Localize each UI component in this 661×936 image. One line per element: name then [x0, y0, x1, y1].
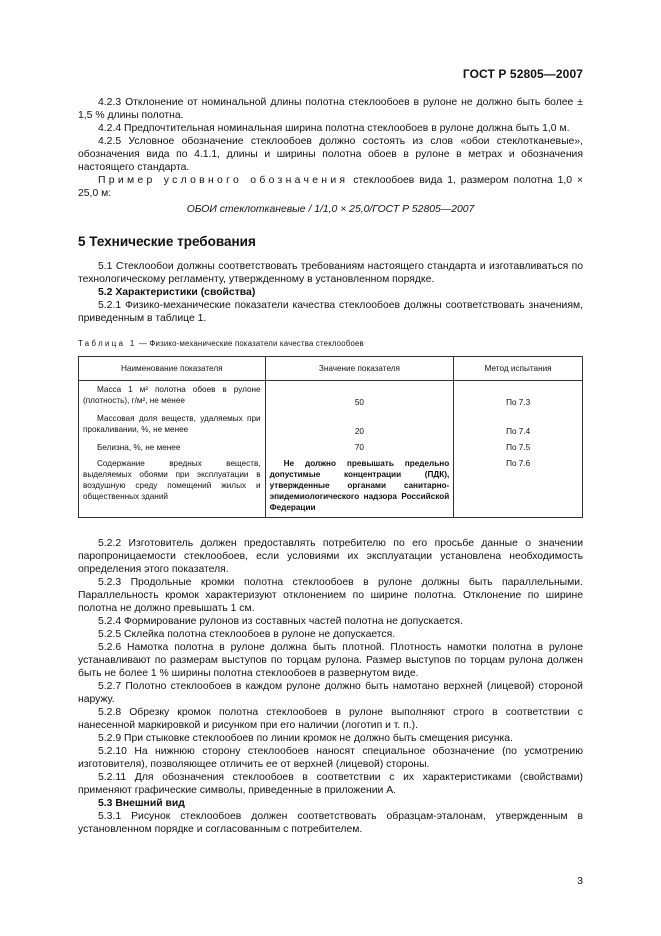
row-value: 70	[265, 439, 454, 455]
table-caption-label: Таблица 1	[78, 339, 137, 348]
paragraph-5-1: 5.1 Стеклообои должны соответствовать требованиям настоящего стандарта и изготавливаться по технологическому регламенту, утвержденному в установленном порядке.	[78, 261, 583, 285]
row-name: Масса 1 м² полотна обоев в рулоне (плотность), г/м², не менее	[79, 381, 266, 411]
row-method: По 7.4	[454, 410, 583, 439]
table-header-row	[79, 357, 583, 381]
paragraph-4-2-4: 4.2.4 Предпочтительная номинальная ширина полотна стеклообоев в рулоне должна быть 1,0 м.	[98, 123, 570, 134]
subsection-5-2-title: 5.2 Характеристики (свойства)	[98, 287, 256, 298]
header-cell: Значение показателя	[265, 357, 454, 381]
paragraph-5-3-1: 5.3.1 Рисунок стеклообоев должен соответствовать образцам-эталонам, утвержденным в установленном порядке и согласованным с потребителем.	[78, 811, 583, 835]
header-cell: Наименование показателя	[79, 357, 266, 381]
example-label: Пример условного обозначения	[98, 175, 349, 186]
table-row	[79, 381, 583, 411]
paragraph-4-2-5: 4.2.5 Условное обозначение стеклообоев должно состоять из слов «обои стеклотканевые», обозначения вида по 4.1.1, длины и ширины полотна обоев в рулоне в метрах и обозначения настоящего стандарта.	[78, 136, 583, 173]
row-name: Массовая доля веществ, удаляемых при прокаливании, %, не менее	[79, 410, 266, 439]
header-cell: Метод испытания	[454, 357, 583, 381]
example-designation: ОБОИ стеклотканевые / 1/1,0 × 25,0/ГОСТ Р 52805—2007	[186, 204, 475, 215]
page-content	[78, 96, 583, 836]
paragraph-5-2-11: 5.2.11 Для обозначения стеклообоев в соответствии с их характеристиками (свойствами) применяют графические символы, приведенные в приложении А.	[78, 772, 583, 796]
table-caption	[78, 337, 583, 350]
table-row	[79, 410, 583, 439]
row-value: Не должно превышать предельно допустимые концентрации (ПДК), утвержденные органами санитарно-эпидемиологического надзора Российской Федерации	[265, 455, 454, 518]
subsection-5-3-title: 5.3 Внешний вид	[98, 798, 185, 809]
paragraph-5-2-6: 5.2.6 Намотка полотна в рулоне должна быть плотной. Плотность намотки полотна в рулоне устанавливают по размерам выступов по торцам рулона. Размер выступов по торцам рулона должен быть не более 1 % ширины полотна стеклообоев в развернутом виде.	[78, 642, 583, 679]
document-code: ГОСТ Р 52805—2007	[462, 67, 583, 81]
paragraph-5-2-7: 5.2.7 Полотно стеклообоев в каждом рулоне должно быть намотано верхней (лицевой) стороной наружу.	[78, 681, 583, 705]
table-row	[79, 455, 583, 518]
row-method: По 7.6	[454, 455, 583, 518]
properties-table	[78, 356, 583, 518]
example-text: стеклообоев вида 1, размером полотна 1,0 × 25,0 м:	[78, 175, 584, 199]
paragraph-5-2-1: 5.2.1 Физико-механические показатели качества стеклообоев должны соответствовать значениям, приведенным в таблице 1.	[78, 300, 583, 324]
row-method: По 7.3	[454, 381, 583, 411]
table-caption-text: — Физико-механические показатели качества стеклообоев	[136, 339, 364, 348]
paragraph-5-2-3: 5.2.3 Продольные кромки полотна стеклообоев в рулоне должны быть параллельными. Параллельность кромок характеризуют отклонением по ширине полотна. Отклонение по ширине полотна не должно превышать 1 см.	[78, 577, 583, 614]
paragraph-5-2-5: 5.2.5 Склейка полотна стеклообоев в рулоне не допускается.	[98, 629, 396, 640]
row-method: По 7.5	[454, 439, 583, 455]
spacer	[78, 518, 583, 537]
table-row	[79, 439, 583, 455]
example-paragraph	[78, 174, 583, 200]
page-number: 3	[577, 876, 583, 887]
paragraph-5-2-2: 5.2.2 Изготовитель должен предоставлять потребителю по его просьбе данные о значении паропроницаемости стеклообоев, если условиями их эксплуатации установлена необходимость определения этого показателя.	[78, 538, 583, 575]
paragraph-5-2-10: 5.2.10 На нижнюю сторону стеклообоев наносят специальное обозначение (по усмотрению изготовителя), позволяющее отличить ее от верхней (лицевой) стороны.	[78, 746, 583, 770]
paragraph-5-2-9: 5.2.9 При стыковке стеклообоев по линии кромок не должно быть смещения рисунка.	[98, 733, 513, 744]
row-name: Белизна, %, не менее	[79, 439, 266, 455]
paragraph-5-2-4: 5.2.4 Формирование рулонов из составных частей полотна не допускается.	[98, 616, 463, 627]
paragraph-5-2-8: 5.2.8 Обрезку кромок полотна стеклообоев в рулоне выполняют строго в соответствии с нанесенной маркировкой и рисунком при его наличии (логотип и т. п.).	[78, 707, 583, 731]
row-value: 20	[265, 410, 454, 439]
paragraph-4-2-3: 4.2.3 Отклонение от номинальной длины полотна стеклообоев в рулоне не должно быть более ± 1,5 % длины полотна.	[78, 97, 583, 121]
section-5-title: 5 Технические требования	[78, 234, 256, 249]
row-name: Содержание вредных веществ, выделяемых обоями при эксплуатации в воздушную среду помещений жилых и общественных зданий	[79, 455, 266, 518]
row-value: 50	[265, 381, 454, 411]
